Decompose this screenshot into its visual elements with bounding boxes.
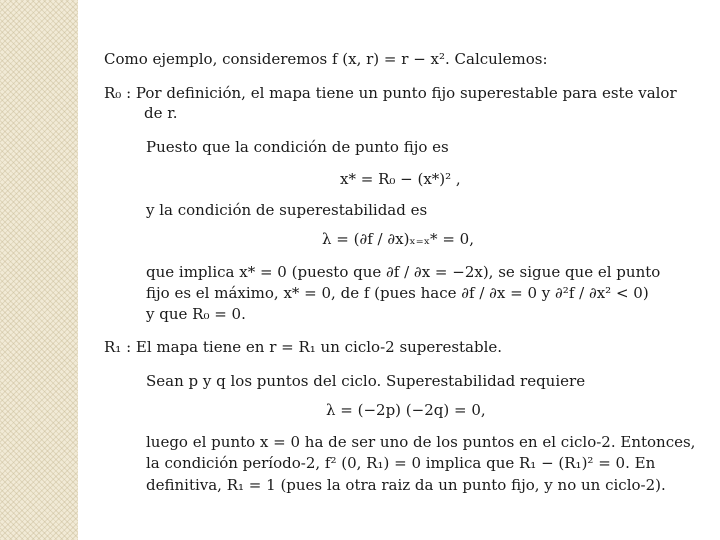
r0-heading: R₀ : Por definición, el mapa tiene un punto fijo superestable para este valor	[104, 84, 677, 102]
document-body	[104, 0, 704, 540]
intro-line: Como ejemplo, consideremos f (x, r) = r − x². Calculemos:	[104, 50, 548, 68]
r0-equation-2: λ = (∂f / ∂x)ₓ₌ₓ* = 0,	[322, 230, 474, 248]
r0-paragraph-3c: y que R₀ = 0.	[146, 305, 246, 323]
r1-heading: R₁ : El mapa tiene en r = R₁ un ciclo-2 superestable.	[104, 338, 503, 356]
r0-paragraph-1: Puesto que la condición de punto fijo es	[146, 138, 449, 156]
r1-paragraph-2a: luego el punto x = 0 ha de ser uno de los puntos en el ciclo-2. Entonces,	[146, 433, 696, 451]
r0-paragraph-3b: fijo es el máximo, x* = 0, de f (pues hace ∂f / ∂x = 0 y ∂²f / ∂x² < 0)	[146, 284, 649, 302]
r1-paragraph-1: Sean p y q los puntos del ciclo. Superestabilidad requiere	[146, 372, 586, 390]
r0-heading-cont: de r.	[144, 104, 178, 122]
r0-paragraph-3a: que implica x* = 0 (puesto que ∂f / ∂x = −2x), se sigue que el punto	[146, 263, 661, 281]
decorative-sidebar-pattern	[0, 0, 78, 540]
r0-paragraph-2: y la condición de superestabilidad es	[146, 201, 428, 219]
r1-paragraph-2c: definitiva, R₁ = 1 (pues la otra raiz da un punto fijo, y no un ciclo-2).	[146, 476, 666, 494]
r1-paragraph-2b: la condición período-2, f² (0, R₁) = 0 implica que R₁ − (R₁)² = 0. En	[146, 454, 656, 472]
r1-equation-1: λ = (−2p) (−2q) = 0,	[326, 401, 486, 419]
r0-equation-1: x* = R₀ − (x*)² ,	[340, 170, 461, 188]
